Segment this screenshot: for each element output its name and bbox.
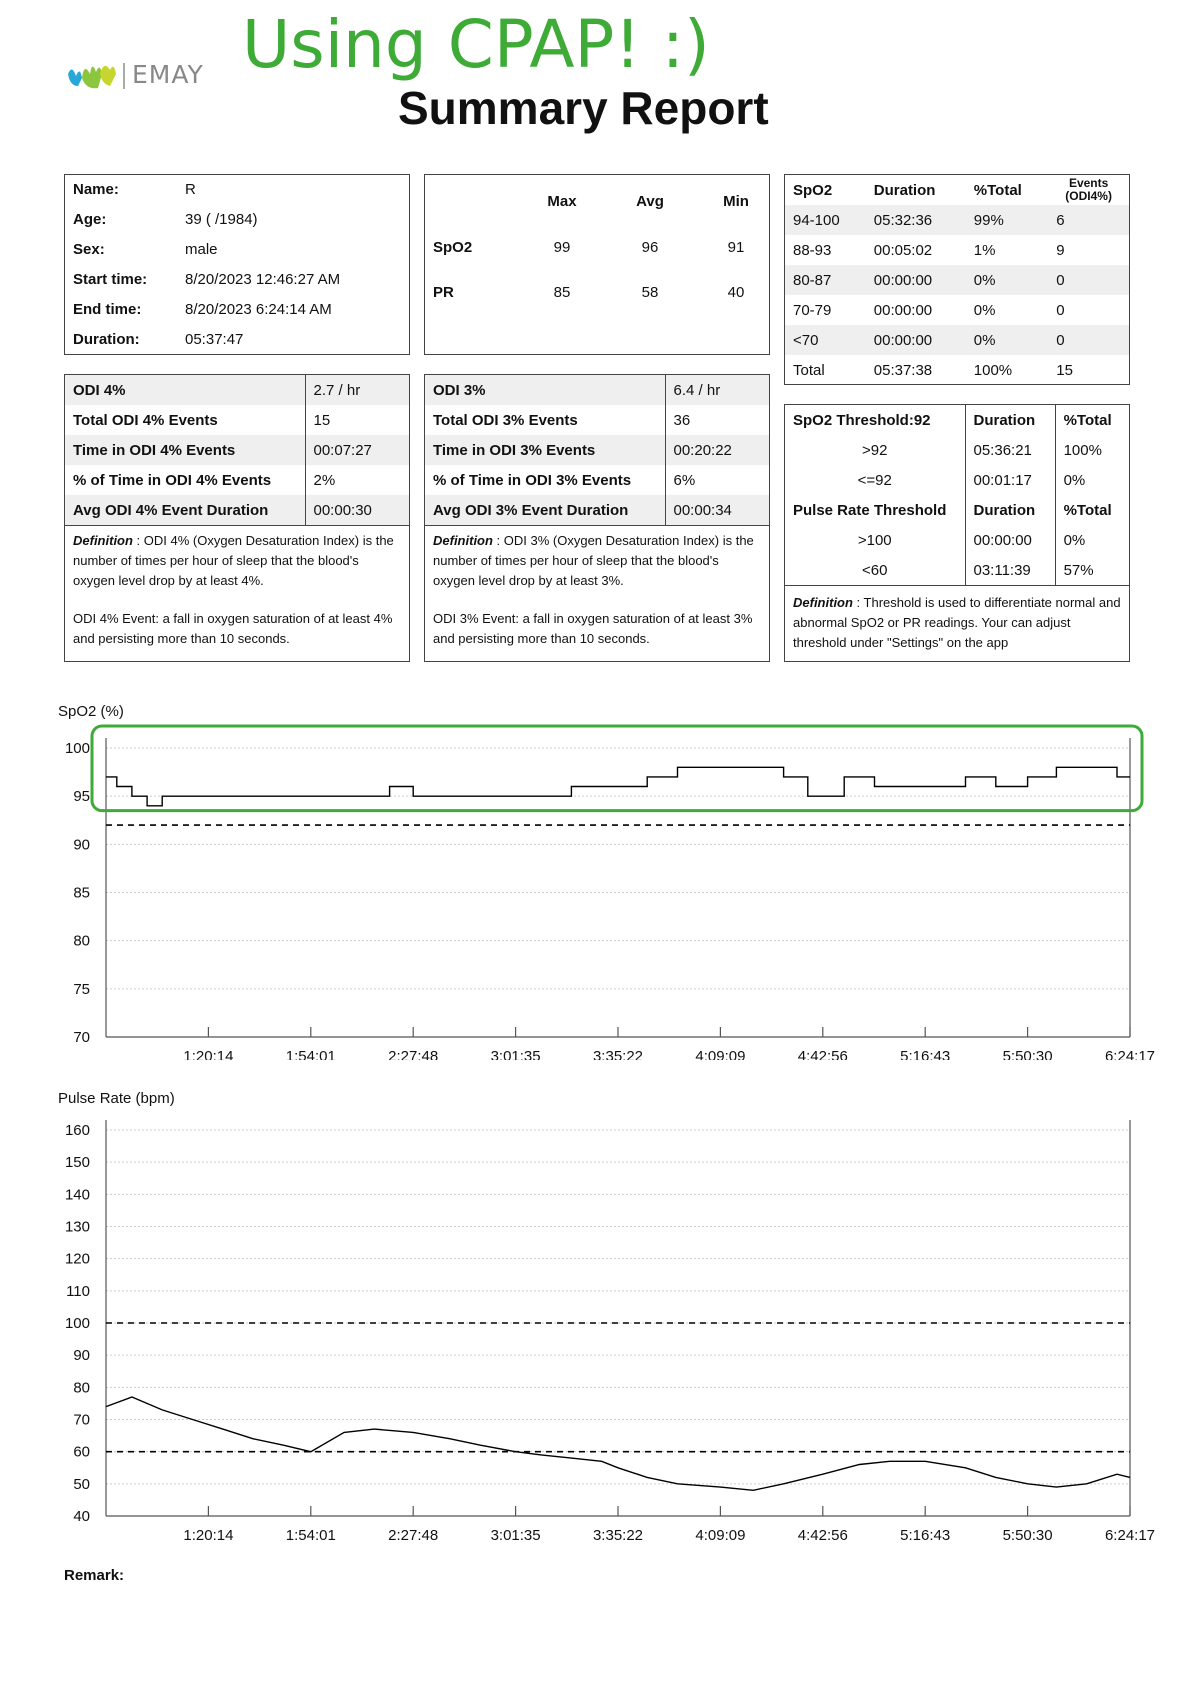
stats-header-min: Min [723,193,749,210]
odi4-box [64,374,410,662]
y-tick-label: 150 [64,1154,90,1172]
patient-age: 39 ( /1984) [185,211,258,228]
table-row: Time in ODI 3% Events 00:20:22 [425,435,769,465]
spo2-chart-ylabel: SpO2 (%) [58,703,124,720]
x-tick-label: 5:50:30 [1002,1527,1053,1544]
table-row: Total ODI 3% Events 36 [425,405,769,435]
x-tick-label: 2:27:48 [388,1527,439,1544]
table-row: % of Time in ODI 3% Events 6% [425,465,769,495]
pr-max: 85 [553,284,571,301]
remark-label: Remark: [64,1567,125,1584]
spo2-chart [0,720,1188,1060]
y-tick-label: 100 [64,740,90,757]
pr-chart-ylabel: Pulse Rate (bpm) [58,1090,175,1107]
spo2-distribution-table [785,175,1129,385]
y-tick-label: 75 [73,980,90,998]
table-row: >100 00:00:00 0% [785,525,1129,555]
y-tick-label: 130 [64,1218,90,1236]
duration: 05:37:47 [185,331,244,348]
x-tick-label: 4:42:56 [797,1048,848,1060]
table-row: 88-93 00:05:02 1% 9 [793,241,1065,259]
series-line [106,767,1130,806]
annotation-title: Using CPAP! :) [242,6,710,83]
x-tick-label: 3:35:22 [592,1048,644,1060]
x-tick-label: 6:24:17 [1104,1527,1156,1544]
odi3-event-definition: ODI 3% Event: a fall in oxygen saturation of at least 3% and persisting more than 10 seconds. [433,611,753,646]
emay-logo [64,56,234,96]
odi4-event-definition: ODI 4% Event: a fall in oxygen saturation of at least 4% and persisting more than 10 seconds. [73,611,393,646]
table-row: <60 03:11:39 57% [785,555,1129,585]
y-tick-label: 70 [73,1029,90,1046]
table-row: Time in ODI 4% Events 00:07:27 [65,435,409,465]
table-row-total: Total 05:37:38 100% 15 [793,361,1073,379]
x-tick-label: 1:20:14 [183,1527,234,1544]
table-row: <70 00:00:00 0% 0 [785,325,1129,355]
x-tick-label: 6:24:17 [1104,1048,1156,1060]
x-tick-label: 5:16:43 [900,1527,951,1544]
x-tick-label: 1:20:14 [183,1048,234,1060]
y-tick-label: 140 [64,1186,90,1204]
y-tick-label: 90 [73,836,90,854]
table-row: Avg ODI 4% Event Duration 00:00:30 [65,495,409,525]
y-tick-label: 95 [73,788,90,806]
hands-logo-icon [64,56,122,96]
y-tick-label: 40 [73,1508,90,1525]
x-tick-label: 4:42:56 [797,1527,848,1544]
patient-sex: male [185,241,218,258]
x-tick-label: 3:35:22 [592,1527,644,1544]
stats-box [424,174,770,355]
odi3-definition: Definition : ODI 3% (Oxygen Desaturation Index) is the number of times per hour of sleep that the blood's oxygen level drop by at least 3%. [433,533,754,588]
spo2-threshold-header: SpO2 Threshold:92 Duration %Total [785,405,1129,435]
pr-avg: 58 [641,284,659,301]
y-tick-label: 80 [73,932,90,950]
spo2-min: 91 [727,239,745,256]
table-row: <=92 00:01:17 0% [785,465,1129,495]
table-row: % of Time in ODI 4% Events 2% [65,465,409,495]
y-tick-label: 85 [73,884,90,902]
y-tick-label: 120 [64,1250,90,1268]
start-time: 8/20/2023 12:46:27 AM [185,271,341,288]
pulse-rate-chart [0,1110,1188,1550]
y-tick-label: 60 [73,1443,90,1461]
x-tick-label: 2:27:48 [388,1048,439,1060]
table-row: >92 05:36:21 100% [785,435,1129,465]
pr-threshold-header: Pulse Rate Threshold Duration %Total [785,495,1129,525]
table-row: ODI 4% 2.7 / hr [65,375,409,405]
series-line [106,1397,1130,1490]
spo2-avg: 96 [641,239,659,256]
logo-divider [123,63,125,89]
stats-label-spo2: SpO2 [433,239,473,256]
odi3-box [424,374,770,662]
spo2-distribution-box [784,174,1130,385]
table-row: ODI 3% 6.4 / hr [425,375,769,405]
highlight-box [92,726,1142,811]
y-tick-label: 160 [64,1122,90,1139]
y-tick-label: 110 [66,1282,90,1300]
y-tick-label: 70 [73,1411,90,1429]
y-tick-label: 100 [64,1315,90,1332]
stats-header-avg: Avg [636,193,664,210]
end-time: 8/20/2023 6:24:14 AM [185,301,332,318]
threshold-definition: Definition : Threshold is used to differentiate normal and abnormal SpO2 or PR readings. Your can adjust threshold under "Settings" on the app [793,595,1121,650]
table-row: 80-87 00:00:00 0% 0 [785,265,1129,295]
table-row: Total ODI 4% Events 15 [65,405,409,435]
x-tick-label: 5:16:43 [900,1048,951,1060]
patient-info-box: Name: R Age: 39 ( /1984) Sex: male Start time: 8/20/2023 12:46:27 AM End time: 8/20/2023 6:24:14 AM Duration: 05:37:47 [64,174,410,355]
y-tick-label: 90 [73,1347,90,1365]
threshold-box [784,404,1130,662]
x-tick-label: 3:01:35 [490,1048,541,1060]
x-tick-label: 3:01:35 [490,1527,541,1544]
threshold-table [785,405,1129,585]
odi3-table [425,375,769,525]
spo2-max: 99 [553,239,571,256]
patient-name: R [185,181,196,198]
table-row: Avg ODI 3% Event Duration 00:00:34 [425,495,769,525]
odi4-table [65,375,409,525]
stats-header-max: Max [547,193,577,210]
stats-label-pr: PR [433,284,454,301]
y-tick-label: 80 [73,1379,90,1397]
x-tick-label: 1:54:01 [285,1048,336,1060]
x-tick-label: 1:54:01 [285,1527,336,1544]
table-row: 94-100 05:32:36 99% 6 [785,205,1129,235]
report-title: Summary Report [398,82,769,134]
x-tick-label: 4:09:09 [695,1048,746,1060]
odi4-definition: Definition : ODI 4% (Oxygen Desaturation Index) is the number of times per hour of sleep that the blood's oxygen level drop by at least 4%. [73,533,394,588]
logo-text: EMAY [132,60,204,89]
table-row: 70-79 00:00:00 0% 0 [793,301,1065,319]
x-tick-label: 4:09:09 [695,1527,746,1544]
pr-min: 40 [727,284,745,301]
x-tick-label: 5:50:30 [1002,1048,1053,1060]
y-tick-label: 50 [73,1475,90,1493]
spo2-dist-header: SpO2 Duration %Total Events (ODI4%) [793,176,1112,203]
